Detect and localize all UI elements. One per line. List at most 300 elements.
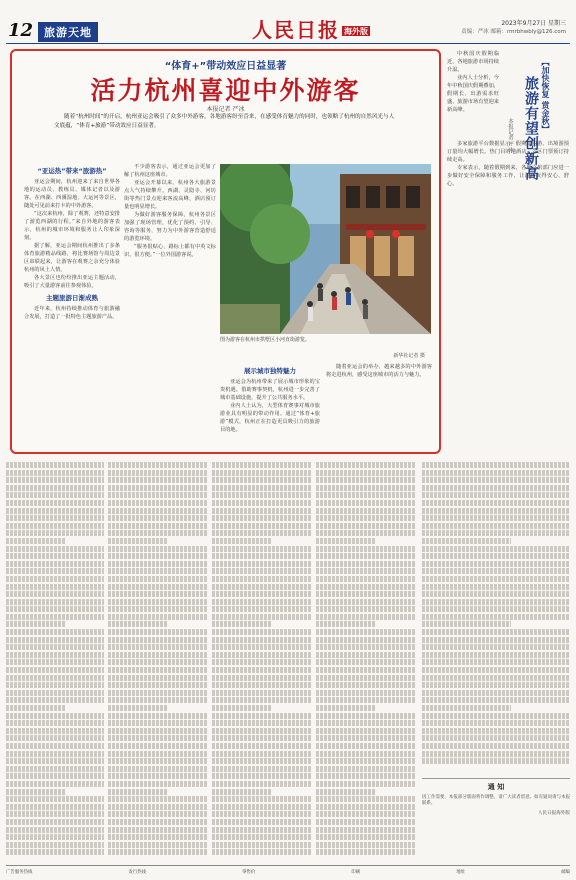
small-print-line [422, 659, 570, 665]
small-print-line [316, 485, 416, 491]
small-print-line [316, 659, 416, 665]
section-tag: 旅游天地 [38, 22, 98, 42]
sidebar-top-text [447, 50, 499, 130]
small-print-line [422, 530, 570, 536]
small-print-line [422, 538, 511, 544]
main-story [10, 49, 441, 454]
small-print-line [108, 705, 168, 711]
small-print-line [108, 561, 208, 567]
small-print-line [6, 827, 104, 833]
small-print-line [212, 705, 272, 711]
small-print-line [212, 720, 312, 726]
footer-item: 发行热线 [128, 870, 147, 875]
small-print-line [316, 713, 416, 719]
paragraph: 据了解，亚运会期间杭州推出了多条体育旅游精品线路，将比赛场馆与周边景区串联起来，让游客在观赛之余充分体验杭州的风土人情。 [24, 243, 120, 273]
small-print-line [422, 758, 570, 764]
small-print-line [422, 652, 570, 658]
small-print-line [6, 842, 104, 848]
small-print-line [108, 758, 208, 764]
small-print-line [212, 470, 312, 476]
small-print-line [108, 735, 208, 741]
small-print-line [6, 849, 104, 855]
paragraph: 亚运会期间，杭州迎来了来自世界各地的运动员、教练员、媒体记者以及游客。在西湖、西溪湿地、大运河等景区，随处可见前来打卡的中外游客。 [24, 179, 120, 209]
small-print-line [422, 470, 570, 476]
page-number: 12 [8, 20, 34, 41]
small-print-line [108, 675, 208, 681]
small-print-line [316, 652, 416, 658]
small-print-line [6, 667, 104, 673]
small-print-line [316, 599, 416, 605]
paragraph: 专家表示，随着假期到来，各地文旅部门应进一步做好安全保障和服务工作，让游客玩得安心、舒心。 [447, 165, 569, 187]
small-print-line [212, 659, 312, 665]
small-print-line [422, 697, 570, 703]
small-print-line [316, 568, 416, 574]
sidebar-bottom-text [447, 140, 569, 458]
lower-column-3 [212, 462, 312, 858]
small-print-line [316, 629, 416, 635]
small-print-line [6, 682, 104, 688]
small-print-line [108, 462, 208, 468]
small-print-line [108, 811, 208, 817]
small-print-line [6, 652, 104, 658]
footer-item: 零售价 [242, 870, 256, 875]
small-print-line [316, 781, 416, 787]
small-print-line [108, 637, 208, 643]
small-print-line [108, 508, 208, 514]
small-print-line [108, 751, 208, 757]
small-print-line [422, 735, 570, 741]
photo-caption: 图为游客在杭州市拱墅区小河直街游览。 [220, 337, 311, 343]
small-print-line [212, 682, 312, 688]
small-print-line [108, 697, 208, 703]
small-print-line [212, 796, 312, 802]
small-print-line [316, 697, 416, 703]
small-print-line [108, 584, 208, 590]
paper-badge: 海外版 [344, 26, 368, 36]
small-print-line [212, 508, 312, 514]
footer-item: 广告服务热线 [6, 870, 33, 875]
small-print-line [6, 743, 104, 749]
small-print-line [212, 675, 312, 681]
small-print-line [212, 538, 272, 544]
small-print-line [212, 546, 312, 552]
small-print-line [422, 584, 570, 590]
small-print-line [108, 827, 208, 833]
small-print-line [6, 758, 104, 764]
small-print-line [108, 804, 208, 810]
small-print-line [316, 470, 416, 476]
paragraph: 随着亚运会的举办，越来越多的中外游客将走进杭州，感受这座城市的活力与魅力。 [326, 364, 432, 378]
subhead-1: “亚运热”带来“旅游热” [37, 167, 107, 175]
small-print-line [212, 667, 312, 673]
small-print-line [316, 735, 416, 741]
paper-name: 人民日报 [252, 18, 340, 42]
small-print-line [6, 576, 104, 582]
small-print-line [108, 766, 208, 772]
paragraph: 业内人士分析，今年中秋国庆假期叠加，假期长、出游需求旺盛，旅游市场有望迎来新高峰。 [447, 75, 499, 113]
small-print-line [108, 546, 208, 552]
lower-column-5 [422, 462, 570, 772]
small-print-line [212, 629, 312, 635]
small-print-line [6, 530, 104, 536]
small-print-line [6, 735, 104, 741]
small-print-line [6, 728, 104, 734]
small-print-line [212, 690, 312, 696]
small-print-line [108, 789, 168, 795]
small-print-line [316, 811, 416, 817]
small-print-line [316, 637, 416, 643]
small-print-line [6, 644, 104, 650]
small-print-line [316, 538, 376, 544]
small-print-line [108, 743, 208, 749]
small-print-line [422, 523, 570, 529]
small-print-line [6, 690, 104, 696]
small-print-line [108, 644, 208, 650]
small-print-line [212, 766, 312, 772]
small-print-line [316, 523, 416, 529]
small-print-line [6, 584, 104, 590]
small-print-line [316, 614, 416, 620]
small-print-line [6, 811, 104, 817]
paragraph: 亚运会开幕以来，杭州各大旅游景点人气持续攀升。西湖、灵隐寺、河坊街等热门景点迎来客流高峰，酒店预订量也明显增长。 [124, 180, 216, 210]
masthead-rule [6, 43, 570, 44]
small-print-line [422, 728, 570, 734]
small-print-line [6, 637, 104, 643]
small-print-line [422, 629, 570, 635]
notice-signature: 人民日报海外版 [537, 810, 570, 816]
small-print-line [316, 751, 416, 757]
small-print-line [316, 462, 416, 468]
small-print-line [108, 773, 208, 779]
small-print-line [316, 667, 416, 673]
small-print-line [108, 576, 208, 582]
masthead [0, 0, 576, 44]
small-print-line [6, 591, 104, 597]
footer-item: 印刷 [351, 870, 361, 875]
small-print-line [6, 781, 104, 787]
story-headline: 活力杭州喜迎中外游客 [90, 76, 361, 105]
small-print-line [212, 773, 312, 779]
sidebar-author: 本报记者 严冰 [507, 118, 513, 153]
lower-column-1 [6, 462, 104, 858]
small-print-line [108, 659, 208, 665]
small-print-line [108, 523, 208, 529]
small-print-line [212, 492, 312, 498]
story-column-1 [24, 163, 120, 449]
small-print-line [6, 773, 104, 779]
small-print-line [316, 644, 416, 650]
small-print-line [6, 819, 104, 825]
small-print-line [316, 834, 416, 840]
small-print-line [316, 789, 376, 795]
paragraph: 业内人士认为，大型体育赛事对城市旅游业具有明显的带动作用。通过“体育+旅游”模式，杭州正在打造更具吸引力的旅游目的地。 [220, 403, 320, 433]
small-print-line [6, 720, 104, 726]
small-print-line [316, 827, 416, 833]
notice-body: 因工作需要，本报部分版面将作调整，请广大读者留意。如有疑问请与本报联系。 [422, 795, 570, 807]
story-column-3 [220, 363, 320, 451]
small-print-line [212, 477, 312, 483]
small-print-line [212, 523, 312, 529]
paragraph: 为做好游客服务保障，杭州各景区加强了现场管理，优化了预约、引导、咨询等服务，努力为中外游客营造舒适的游览环境。 [124, 212, 216, 242]
small-print-line [316, 766, 416, 772]
paragraph: 亚运会为杭州带来了展示城市形象的宝贵机遇。借助赛事契机，杭州进一步完善了城市基础设施，提升了公共服务水平。 [220, 379, 320, 401]
editor-line: 责编：严冰 邮箱：rmrbhwbly@126.com [461, 29, 566, 35]
lower-column-4 [316, 462, 416, 858]
small-print-line [108, 682, 208, 688]
small-print-line [212, 728, 312, 734]
small-print-line [316, 690, 416, 696]
small-print-line [6, 705, 65, 711]
small-print-line [422, 713, 570, 719]
small-print-line [108, 690, 208, 696]
small-print-line [212, 735, 312, 741]
small-print-line [422, 644, 570, 650]
story-byline: 本报记者 严冰 [206, 106, 245, 113]
small-print-line [212, 827, 312, 833]
small-print-line [108, 530, 208, 536]
small-print-line [212, 599, 312, 605]
paragraph: 不少游客表示，通过亚运会更加了解了杭州这座城市。 [124, 164, 216, 178]
small-print-line [212, 621, 272, 627]
small-print-line [316, 804, 416, 810]
small-print-line [422, 591, 570, 597]
small-print-line [422, 637, 570, 643]
small-print-line [422, 477, 570, 483]
small-print-line [108, 492, 208, 498]
small-print-line [316, 720, 416, 726]
small-print-line [6, 599, 104, 605]
small-print-line [212, 842, 312, 848]
small-print-line [212, 652, 312, 658]
small-print-line [212, 485, 312, 491]
page-footer [6, 865, 570, 877]
small-print-line [316, 606, 416, 612]
small-print-line [316, 508, 416, 514]
small-print-line [422, 515, 570, 521]
small-print-line [422, 546, 570, 552]
small-print-line [422, 667, 570, 673]
story-kicker: “体育+”带动效应日益显著 [164, 61, 287, 72]
small-print-line [108, 614, 208, 620]
small-print-line [316, 500, 416, 506]
small-print-line [212, 743, 312, 749]
small-print-line [6, 523, 104, 529]
small-print-line [6, 561, 104, 567]
small-print-line [316, 682, 416, 688]
small-print-line [108, 568, 208, 574]
small-print-line [316, 705, 376, 711]
small-print-line [422, 500, 570, 506]
small-print-line [108, 606, 208, 612]
small-print-line [108, 477, 208, 483]
small-print-line [212, 644, 312, 650]
notice-box [422, 778, 570, 860]
small-print-line [316, 743, 416, 749]
small-print-line [316, 819, 416, 825]
small-print-line [316, 842, 416, 848]
small-print-line [6, 485, 104, 491]
paragraph: 近年来，杭州持续推动体育与旅游融合发展，打造了一批特色主题旅游产品。 [24, 306, 120, 320]
small-print-line [422, 751, 570, 757]
paragraph: “服务很贴心，路标上都有中英文标识，很方便。”一位外国游客说。 [124, 244, 216, 258]
small-print-line [108, 667, 208, 673]
small-print-line [316, 553, 416, 559]
footer-item: 邮编 [561, 870, 570, 875]
small-print-line [6, 659, 104, 665]
lower-column-2 [108, 462, 208, 858]
small-print-line [212, 561, 312, 567]
small-print-line [108, 720, 208, 726]
small-print-line [6, 629, 104, 635]
paragraph: 各大景区也纷纷推出亚运主题活动，吸引了大量游客前往参观体验。 [24, 275, 120, 289]
small-print-line [316, 728, 416, 734]
small-print-line [6, 804, 104, 810]
small-print-line [108, 781, 208, 787]
small-print-line [6, 492, 104, 498]
story-lede: 随着“杭州时间”的开启，杭州亚运会吸引了众多中外游客。各地游客纷至沓来，在感受体育魅力的同时，也领略了杭州的自然风光与人文底蕴，“体育+旅游”带动效应日益显著。 [54, 114, 395, 129]
notice-title: 通 知 [487, 783, 505, 791]
small-print-line [212, 751, 312, 757]
small-print-line [212, 637, 312, 643]
small-print-line [316, 773, 416, 779]
small-print-line [6, 606, 104, 612]
small-print-line [6, 508, 104, 514]
small-print-line [422, 568, 570, 574]
small-print-line [108, 728, 208, 734]
small-print-line [316, 849, 416, 855]
small-print-line [212, 781, 312, 787]
small-print-line [212, 713, 312, 719]
small-print-line [6, 621, 65, 627]
small-print-line [6, 713, 104, 719]
small-print-line [212, 834, 312, 840]
small-print-line [108, 796, 208, 802]
small-print-line [108, 485, 208, 491]
small-print-line [108, 553, 208, 559]
small-print-line [108, 515, 208, 521]
small-print-line [212, 500, 312, 506]
small-print-line [6, 697, 104, 703]
small-print-line [212, 568, 312, 574]
small-print-line [6, 789, 65, 795]
small-print-line [108, 842, 208, 848]
small-print-line [108, 470, 208, 476]
small-print-line [422, 720, 570, 726]
small-print-line [108, 500, 208, 506]
small-print-line [108, 713, 208, 719]
small-print-line [212, 758, 312, 764]
small-print-line [316, 584, 416, 590]
small-print-line [422, 576, 570, 582]
small-print-line [422, 614, 570, 620]
small-print-line [422, 599, 570, 605]
small-print-line [212, 811, 312, 817]
small-print-line [422, 561, 570, 567]
small-print-line [422, 606, 570, 612]
small-print-line [6, 462, 104, 468]
small-print-line [6, 834, 104, 840]
small-print-line [422, 682, 570, 688]
small-print-line [212, 849, 312, 855]
subhead-2: 主题旅游日渐成熟 [46, 294, 98, 302]
small-print-line [108, 591, 208, 597]
sidebar-title: 旅游有望创新高 [523, 76, 539, 181]
small-print-line [422, 485, 570, 491]
lower-section [6, 462, 416, 860]
small-print-line [108, 538, 168, 544]
small-print-line [316, 546, 416, 552]
photo-credit: 新华社记者 摄 [393, 353, 425, 359]
small-print-line [6, 766, 104, 772]
small-print-line [422, 621, 511, 627]
street-photo-image [220, 164, 431, 334]
small-print-line [316, 576, 416, 582]
paragraph: “这次来杭州，除了观赛，还特意安排了游览西湖的行程。”来自外地的游客表示，杭州的城市环境和服务让人印象深刻。 [24, 211, 120, 241]
small-print-line [212, 697, 312, 703]
small-print-line [316, 758, 416, 764]
small-print-line [212, 584, 312, 590]
small-print-line [6, 751, 104, 757]
small-print-line [316, 477, 416, 483]
small-print-line [6, 546, 104, 552]
small-print-line [108, 834, 208, 840]
subhead-3: 展示城市独特魅力 [244, 367, 296, 375]
issue-date: 2023年9月27日 星期三 [501, 20, 566, 27]
small-print-line [316, 796, 416, 802]
small-print-line [212, 553, 312, 559]
small-print-line [6, 614, 104, 620]
small-print-line [212, 819, 312, 825]
paragraph: 多家旅游平台数据显示，假期国内游、出境游预订量均大幅增长。热门目的地酒店、景区门票预订持续走高。 [447, 141, 569, 163]
paragraph: 中秋国庆假期临近，各地旅游市场持续升温。 [447, 51, 499, 73]
footer-item: 地址 [456, 870, 466, 875]
small-print-line [422, 508, 570, 514]
small-print-line [6, 477, 104, 483]
small-print-line [212, 462, 312, 468]
small-print-line [6, 470, 104, 476]
small-print-line [108, 849, 208, 855]
small-print-line [212, 591, 312, 597]
small-print-line [316, 561, 416, 567]
small-print-line [108, 629, 208, 635]
small-print-line [212, 515, 312, 521]
small-print-line [212, 606, 312, 612]
story-column-4 [326, 363, 432, 451]
small-print-line [212, 530, 312, 536]
small-print-line [212, 789, 272, 795]
sidebar-series: 【加快恢复 赏金秋】 [541, 58, 550, 133]
small-print-line [6, 796, 104, 802]
small-print-line [108, 652, 208, 658]
small-print-line [316, 530, 416, 536]
small-print-line [422, 553, 570, 559]
small-print-line [108, 819, 208, 825]
small-print-line [6, 568, 104, 574]
small-print-line [422, 492, 570, 498]
small-print-line [212, 576, 312, 582]
small-print-line [6, 500, 104, 506]
street-photo [220, 164, 431, 334]
small-print-line [316, 621, 376, 627]
small-print-line [316, 492, 416, 498]
small-print-line [212, 804, 312, 810]
story-column-2 [124, 163, 216, 449]
small-print-line [108, 621, 168, 627]
small-print-line [316, 675, 416, 681]
small-print-line [6, 553, 104, 559]
paper-logo [252, 14, 370, 43]
small-print-line [316, 515, 416, 521]
